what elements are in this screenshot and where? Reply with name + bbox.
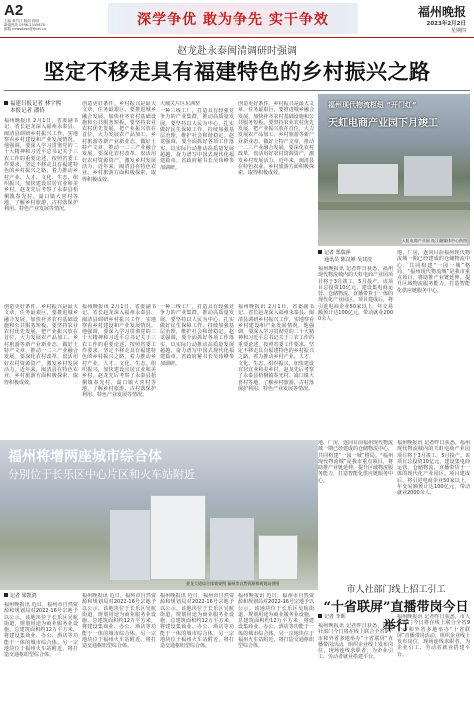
middle-body-4: 福州晚报讯 近日，福州市自然资源和规划局对2022-16号宗地予以公示。该地块位于长乐区吴航街道，规划用途为商业服务业设施，总建筑面积约12万平方米，将建设集商业、办公、酒店等功能于一体的城市综合体。另一宗地块位于福州火车站附近，将打造交通枢纽型综合体。 (238, 593, 314, 650)
bullet-square-icon (318, 614, 322, 618)
issue-date: 2023年2月2日 (426, 21, 466, 27)
photo-building (338, 164, 398, 194)
middle-byline (4, 593, 78, 600)
feature-body-left: 福州晚报讯 记者昨日获悉，福州现代物流城内的天虹电商产业园项目将于3月竣工，5月投产。该项目总投资10亿元，建设集电商运营、仓储物流、直播带货于一体的现代化产业园区。项目建成后，将引进电商企业50家以上，年交易额预计达100亿元，带动就业2000余人。 (318, 266, 393, 323)
feature-body-right: 地、厂房，连同目前福州现代物流城一期已经建成的仓储物流中心，共同构建“一园一城”格局。“福州现代物流城”是我市重点项目，将助推产业链延伸，提升区域物流服务能力，打造智能化供应链服务中心。 (397, 250, 470, 294)
masthead (0, 0, 474, 38)
photo-building (210, 518, 254, 580)
live-body-right: 福州晚报讯 记者昨日获悉，市人社部门今日将在线上联合全省9个市和外省多地举办“十省联屏”直播带岗活动，组织企业线上发布岗位，现场连线求职者，为企业引工、劳动者就业搭建平台。 (397, 614, 470, 658)
lead-column-2b: 福州晚报讯 2月1日，省委副书记、省长赵龙深入福州永泰县、闽清县调研乡村振兴工作，实地察看乡村建设和产业发展情况。他强调，要深入学习贯彻党的二十大精神和习近平总书记关于三农工作的重要论述，按照省委工作要求，坚定不移走具有福建特色的乡村振兴之路，着力推动乡村产业、人才、文化、生态、组织振兴，加快建设宜居宜业和美乡村。赵龙先后考察了永泰县梧桐镇春光村、嵩口镇大喜村等地，了解乡村旅游、古村落保护利用、特色产业发展等情况。 (82, 304, 156, 399)
slogan-text: 深学争优 敢为争先 实干争效 (137, 12, 329, 28)
byline-line: 通讯员 陈汉婵 吴其沈 (324, 257, 373, 263)
middle-title: 福州将增两座城市综合体 (8, 449, 162, 465)
masthead-info-line: 主编 黄竹江 版面 蒋明 (4, 19, 39, 23)
lead-column-3b: 一种三线工厂，打造具有较强竞争力的产业集群，推动高质量发展。要坚持以人民为中心，扎实做好民生保障工作，持续加强基层治理，维护社会和谐稳定。赵龙强调，要全面抓好各项工作落实，以实际行动推动高质量发展超越，奋力谱写中国式现代化福建篇章。省政府秘书长吴伟峰参加调研。 (160, 304, 234, 367)
live-byline (318, 614, 393, 621)
feature-body-right-cont: 福州晚报讯 记者昨日获悉，福州现代物流城内的天虹电商产业园项目将于3月竣工，5月投产。该项目总投资10亿元，建设集电商运营、仓储物流、直播带货于一体的现代化产业园区。项目建成后，将引进电商企业50家以上，年交易额预计达100亿元，带动就业2000余人。 (397, 440, 470, 497)
feature-photo (318, 94, 470, 246)
middle-body-2: 福州晚报讯 近日，福州市自然资源和规划局对2022-16号宗地予以公示。该地块位于长乐区吴航街道，规划用途为商业服务业设施，总建筑面积约12万平方米，将建设集商业、办公、酒店等功能于一体的城市综合体。另一宗地块位于福州火车站附近，将打造交通枢纽型综合体。 (82, 593, 156, 650)
lead-column-3-head: 大城关片区东洲窑 (160, 101, 201, 107)
issue-weekday: 星期四 (450, 28, 466, 34)
photo-building (404, 156, 452, 196)
masthead-info-line: 新闻热线 0596-2345678 (4, 23, 45, 28)
feature-title: 天虹电商产业园下月竣工 (328, 118, 438, 129)
bullet-square-icon (4, 593, 8, 597)
lead-column-1b: 创造更好条件。乡村振兴是最大文章，任务最艰巨，要推进城乡融合发展，加快补齐农村基础设施和公共服务短板。要坚持农业农村优先发展，把产业振兴放在首位，大力发展农产品加工、乡村旅游等新产业新业态，做好土特产文章，推动一二三产业融合发展。要深化农村改革，盘活用好农村资源资产，激发乡村发展活力。近年来，闽清县在特色农业、乡村旅游方面积极探索，取得积极成效。 (4, 304, 78, 386)
feature-photo-caption: 天虹电商产业园 连江融媒体中心供图 (401, 238, 467, 243)
lead-byline (4, 101, 78, 115)
newspaper-logo: 福州晚报 (417, 5, 466, 19)
lead-column-1: 福州晚报讯 2月1日，省委副书记、省长赵龙深入福州永泰县、闽清县调研乡村振兴工作，实地察看乡村建设和产业发展情况。他强调，要深入学习贯彻党的二十大精神和习近平总书记关于三农工作的重要论述，按照省委工作要求，坚定不移走具有福建特色的乡村振兴之路，着力推动乡村产业、人才、文化、生态、组织振兴，加快建设宜居宜业和美乡村。赵龙先后考察了永泰县梧桐镇春光村、嵩口镇大喜村等地，了解乡村旅游、古村落保护利用、特色产业发展等情况。 (4, 118, 78, 213)
middle-body-1: 福州晚报讯 近日，福州市自然资源和规划局对2022-16号宗地予以公示。该地块位于长乐区吴航街道，规划用途为商业服务业设施，总建筑面积约12万平方米，将建设集商业、办公、酒店等功能于一体的城市综合体。另一宗地块位于福州火车站附近，将打造交通枢纽型综合体。 (4, 602, 78, 659)
middle-subtitle: 分别位于长乐区中心片区和火车站附近 (8, 468, 195, 481)
lead-column-4: 创造更好条件。乡村振兴是最大文章，任务最艰巨，要推进城乡融合发展，加快补齐农村基础设施和公共服务短板。要坚持农业农村优先发展，把产业振兴放在首位，大力发展农产品加工、乡村旅游等新产业新业态，做好土特产文章，推动一二三产业融合发展。要深化农村改革，盘活用好农村资源资产，激发乡村发展活力。近年来，闽清县在特色农业、乡村旅游方面积极探索，取得积极成效。 (238, 101, 314, 177)
photo-building (150, 495, 206, 580)
lead-headline: 坚定不移走具有福建特色的乡村振兴之路 (43, 59, 431, 84)
lead-column-4b: 福州晚报讯 2月1日，省委副书记、省长赵龙深入福州永泰县、闽清县调研乡村振兴工作，实地察看乡村建设和产业发展情况。他强调，要深入学习贯彻党的二十大精神和习近平总书记关于三农工作的重要论述，按照省委工作要求，坚定不移走具有福建特色的乡村振兴之路，着力推动乡村产业、人才、文化、生态、组织振兴，加快建设宜居宜业和美乡村。赵龙先后考察了永泰县梧桐镇春光村、嵩口镇大喜村等地，了解乡村旅游、古村落保护利用、特色产业发展等情况。 (238, 304, 314, 392)
byline-line: 福建日报记者 林宇熙 (10, 101, 62, 107)
bullet-square-icon (4, 101, 8, 105)
live-kicker: 市人社部门线上招工引工 (346, 585, 446, 595)
byline-line: 记者 梁凯鸿 (10, 593, 37, 599)
feature-byline (318, 250, 398, 264)
byline-line: 本报记者 潘侨 (10, 108, 45, 114)
middle-body-3: 福州晚报讯 近日，福州市自然资源和规划局对2022-16号宗地予以公示。该地块位于长乐区吴航街道，规划用途为商业服务业设施，总建筑面积约12万平方米，将建设集商业、办公、酒店等功能于一体的城市综合体。另一宗地块位于福州火车站附近，将打造交通枢纽型综合体。 (160, 593, 234, 650)
headline-rule (4, 90, 470, 91)
feature-body-left-cont: 地、厂房，连同目前福州现代物流城一期已经建成的仓储物流中心，共同构建“一园一城”格局。“福州现代物流城”是我市重点项目，将助推产业链延伸，提升区域物流服务能力，打造智能化供应链服务中心。 (318, 440, 393, 484)
live-body-left: 福州晚报讯 记者昨日获悉，市人社部门今日将在线上联合全省9个市和外省多地举办“十省联屏”直播带岗活动，组织企业线上发布岗位，现场连线求职者，为企业引工、劳动者就业搭建平台。 (318, 623, 393, 661)
page-number: A2 (4, 2, 24, 19)
middle-photo-caption: 金龙大道综合体效果图 福州市自然资源和规划局供图 (186, 581, 280, 586)
byline-line: 记者 李晖 (324, 614, 346, 620)
byline-line: 记者 郑瑞萍 (324, 250, 351, 256)
masthead-info-line: 邮箱 newsdesk@fjnet.cn (4, 27, 47, 32)
masthead-info (4, 19, 90, 32)
bullet-square-icon (318, 250, 322, 254)
photo-building (258, 535, 298, 580)
lead-column-3: 一种三线工厂，打造具有较强竞争力的产业集群，推动高质量发展。要坚持以人民为中心，扎实做好民生保障工作，持续加强基层治理，维护社会和谐稳定。赵龙强调，要全面抓好各项工作落实，以实际行动推动高质量发展超越，奋力谱写中国式现代化福建篇章。省政府秘书长吴伟峰参加调研。 (160, 108, 234, 171)
feature-subtitle: 福州现代物流枢纽 “开门红” (328, 101, 417, 109)
photo-road (318, 202, 470, 210)
live-title: “十省联屏”直播带岗今日举行 (323, 600, 469, 634)
lead-kicker: 赵龙赴永泰闽清调研时强调 (177, 46, 297, 57)
photo-building (110, 510, 150, 580)
slogan-banner (108, 3, 358, 34)
lead-column-2: 创造更好条件。乡村振兴是最大文章，任务最艰巨，要推进城乡融合发展，加快补齐农村基础设施和公共服务短板。要坚持农业农村优先发展，把产业振兴放在首位，大力发展农产品加工、乡村旅游等新产业新业态，做好土特产文章，推动一二三产业融合发展。要深化农村改革，盘活用好农村资源资产，激发乡村发展活力。近年来，闽清县在特色农业、乡村旅游方面积极探索，取得积极成效。 (82, 101, 156, 183)
